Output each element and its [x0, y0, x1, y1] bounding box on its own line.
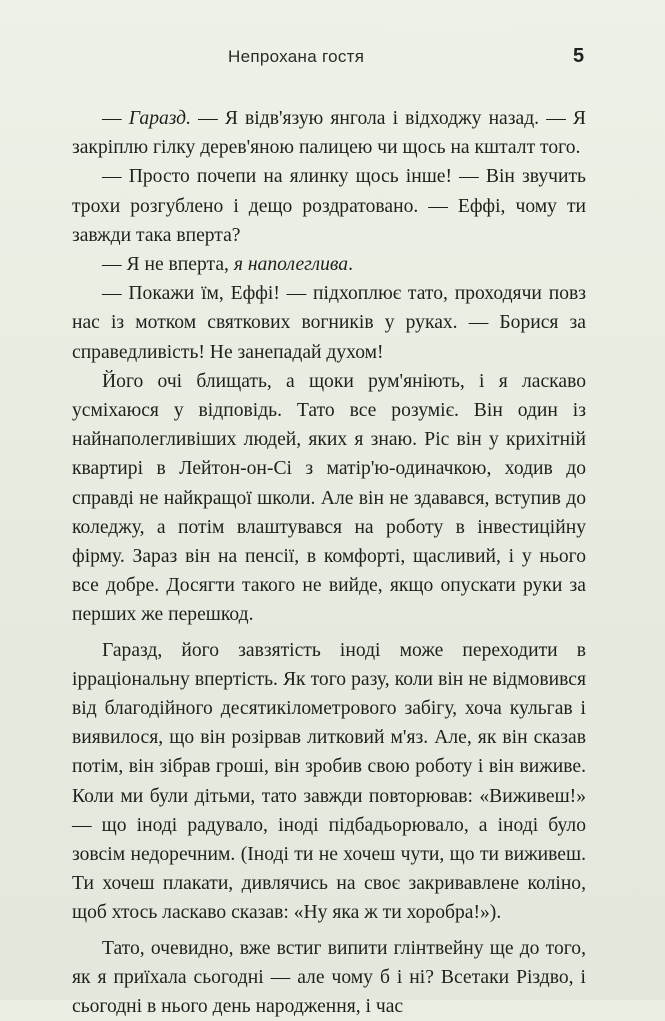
- paragraph: [72, 934, 586, 1021]
- page-number: 5: [573, 45, 585, 67]
- running-title: Непрохана гостя: [228, 47, 365, 66]
- text-run: —: [102, 108, 129, 129]
- paragraph: [72, 250, 586, 279]
- text-run: — Я відв'язую янгола і відходжу назад. — Я закріплю гілку дерев'яною палицею чи щось на кшталт того.: [72, 108, 586, 159]
- body-text: [72, 104, 586, 1021]
- italic-text: я наполеглива: [233, 254, 349, 276]
- text-run: Його очі блищать, а щоки рум'яніють, і я ласкаво усміхаюся у відповідь. Тато все розуміє. Він один із найнаполегливіших людей, яких я знаю. Ріс він у крихітній квартирі в Лейтон-он-Сі з матір'ю-одиначкою, ходив до справді не найкращої школи. Але він не здавався, вступив до коледжу, а потім влаштувався на роботу в інвестиційну фірму. Зараз він на пенсії, в комфорті, щасливий, і у нього все добре. Досягти такого не вийде, якщо опускати руки за перших же перешкод.: [72, 370, 586, 626]
- paragraph: [72, 104, 586, 162]
- italic-text: Гаразд.: [128, 108, 191, 129]
- text-run: Тато, очевидно, вже встиг випити глінтвейну ще до того, як я приїхала сьогодні — але чому б і ні? Всетаки Різдво, і сьогодні в нього день народження, і час: [72, 937, 586, 1018]
- paragraph: [72, 162, 586, 250]
- text-run: .: [348, 254, 353, 276]
- running-header: [0, 47, 665, 75]
- text-run: Гаразд, його завзятість іноді може переходити в ірраціональну впертість. Як того разу, коли він не відмовився від благодійного десятикілометрового забігу, хоча кульгав і виявилося, що він розірвав литковий м'яз. Але, як він сказав потім, він зібрав гроші, він зробив свою роботу і він виживе. Коли ми були дітьми, тато завжди повторював: «Виживеш!» — що іноді радувало, іноді підбадьорювало, а іноді було зовсім недоречним. (Іноді ти не хочеш чути, що ти виживеш. Ти хочеш плакати, дивлячись на своє закривавлене коліно, щоб хтось ласкаво сказав: «Ну яка ж ти хоробра!»).: [72, 639, 586, 924]
- paragraph: [72, 636, 586, 928]
- paragraph: [72, 279, 586, 367]
- text-run: — Я не вперта,: [102, 254, 234, 276]
- text-run: — Просто почепи на ялинку щось інше! — Він звучить трохи розгублено і дещо роздратовано. — Еффі, чому ти завжди така вперта?: [72, 166, 586, 246]
- text-run: — Покажи їм, Еффі! — підхоплює тато, проходячи повз нас із мотком святкових вогників у руках. — Борися за справедливість! Не занепадай духом!: [72, 283, 586, 363]
- paragraph: [72, 367, 586, 630]
